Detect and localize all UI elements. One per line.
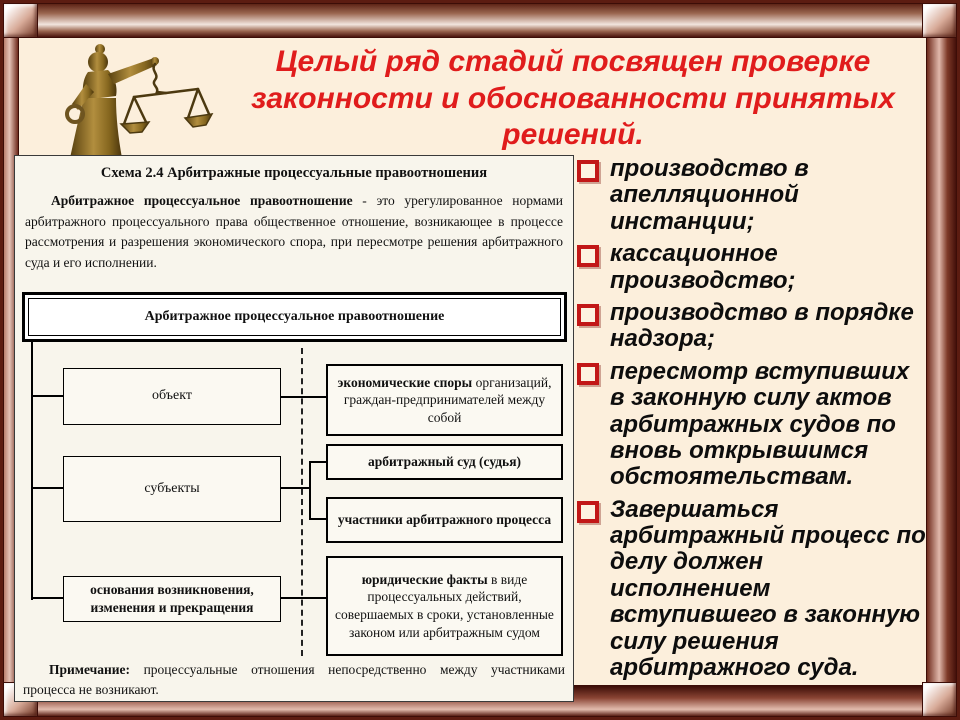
bullet-text: Завершаться арбитражный процесс по делу должен исполнением вступившего в законную силу решения арбитражного суда. bbox=[610, 495, 926, 682]
connector-line bbox=[31, 395, 63, 397]
schema-panel bbox=[14, 155, 574, 702]
schema-intro-term: Арбитражное процессуальное правоотношение bbox=[51, 193, 353, 208]
diagram-box-arbitration-court bbox=[326, 444, 563, 480]
slide-title: Целый ряд стадий посвящен проверке законности и обоснованности принятых решений. bbox=[251, 45, 895, 152]
bullet-text: пересмотр вступивших в законную силу актов арбитражных судов по вновь открывшимся обстоятельствам. bbox=[610, 357, 910, 491]
box-label bbox=[334, 571, 555, 641]
checkbox-bullet-icon bbox=[577, 160, 599, 182]
diagram-box-legal-facts bbox=[326, 556, 563, 656]
frame-corner-top-right bbox=[922, 3, 957, 38]
box-label: основания возникновения, изменения и прекращения bbox=[90, 582, 254, 615]
box-label-lead: экономические споры bbox=[337, 374, 473, 390]
checkbox-bullet-icon bbox=[577, 363, 599, 385]
diagram-root-box bbox=[22, 292, 567, 342]
connector-line bbox=[31, 487, 63, 489]
connector-line bbox=[31, 342, 33, 600]
box-label bbox=[368, 453, 521, 471]
bullet-item bbox=[577, 241, 929, 294]
connector-line bbox=[31, 597, 63, 599]
frame-corner-top-left bbox=[3, 3, 38, 38]
bullet-item bbox=[577, 359, 929, 491]
connector-line bbox=[281, 597, 326, 599]
diagram-box-subjects bbox=[63, 456, 281, 522]
box-label bbox=[334, 374, 555, 427]
box-label bbox=[338, 511, 551, 529]
bullet-item bbox=[577, 300, 929, 353]
box-label: субъекты bbox=[144, 480, 200, 496]
diagram-box-grounds bbox=[63, 576, 281, 622]
bullet-item bbox=[577, 497, 929, 682]
bullet-text: кассационное производство; bbox=[610, 240, 796, 294]
statue-figure bbox=[67, 44, 159, 158]
bullet-text: производство в порядке надзора; bbox=[610, 298, 914, 353]
bullet-text: производство в апелляционной инстанции; bbox=[610, 155, 809, 235]
diagram-box-object bbox=[63, 368, 281, 425]
connector-line bbox=[309, 461, 311, 520]
connector-line bbox=[309, 461, 326, 463]
box-label: объект bbox=[152, 388, 192, 404]
schema-heading: Схема 2.4 Арбитражные процессуальные правоотношения bbox=[100, 165, 488, 181]
diagram-box-economic-disputes bbox=[326, 364, 563, 436]
diagram-root-box-label: Арбитражное процессуальное правоотношение bbox=[28, 298, 561, 336]
checkbox-bullet-icon bbox=[577, 245, 599, 267]
schema-note bbox=[23, 660, 565, 701]
box-label-rest: в виде процессуальных действий, совершаемых в сроки, установленные законом или арбитражным судом bbox=[335, 571, 554, 640]
schema-intro bbox=[25, 191, 563, 273]
schema-note-text: процессуальные отношения непосредственно между участниками процесса не возникают. bbox=[23, 662, 565, 698]
schema-intro-text: - это урегулированное нормами арбитражного процессуального права общественное отношение, возникающее в процессе рассмотрения и разрешения экономического спора, при пересмотре решения арбитражного суда и его исполнении. bbox=[25, 193, 563, 270]
frame-right-bar bbox=[926, 36, 957, 687]
box-label-rest: организаций, граждан-предпринимателей между собой bbox=[343, 374, 552, 425]
lady-justice-statue-icon bbox=[38, 40, 238, 158]
checkbox-bullet-icon bbox=[577, 304, 599, 326]
diagram-box-process-participants bbox=[326, 497, 563, 543]
connector-line bbox=[281, 487, 311, 489]
schema-note-lead: Примечание: bbox=[49, 662, 131, 677]
dashed-divider-line bbox=[301, 348, 303, 656]
box-label-lead: юридические факты bbox=[361, 571, 488, 587]
connector-line bbox=[309, 518, 326, 520]
frame-top-bar bbox=[3, 3, 957, 38]
bullet-item bbox=[577, 156, 929, 235]
scale-pans bbox=[121, 114, 212, 133]
bullet-list bbox=[577, 156, 929, 687]
box-label-lead: арбитражный суд (судья) bbox=[368, 454, 521, 470]
connector-line bbox=[281, 396, 326, 398]
checkbox-bullet-icon bbox=[577, 501, 599, 523]
box-label-lead: участники арбитражного процесса bbox=[337, 512, 552, 528]
